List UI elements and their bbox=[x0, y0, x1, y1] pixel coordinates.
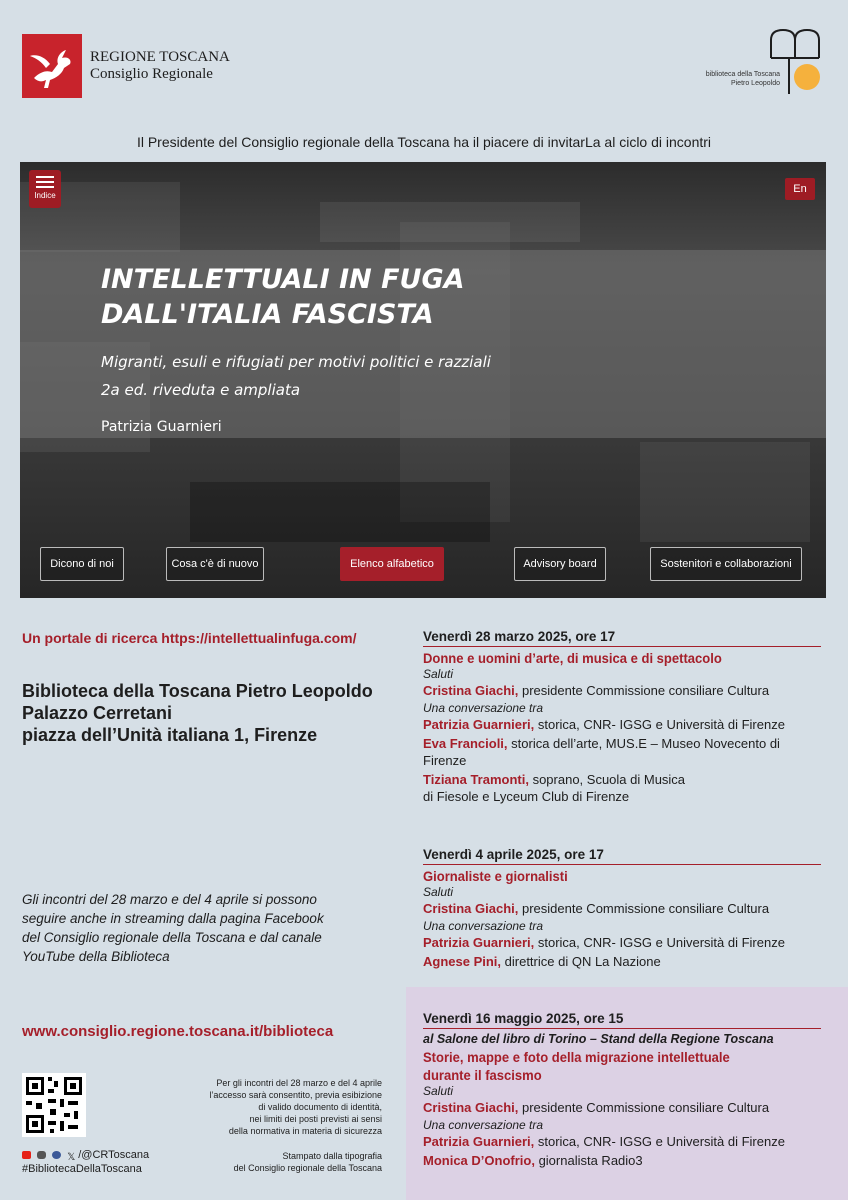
speaker-name: Patrizia Guarnieri, bbox=[423, 935, 535, 950]
index-menu-button[interactable] bbox=[29, 170, 61, 208]
streaming-info bbox=[22, 890, 392, 966]
library-line1: biblioteca della Toscana bbox=[705, 71, 780, 78]
qr-code-icon bbox=[22, 1073, 86, 1137]
event-3-speaker-1 bbox=[423, 1099, 821, 1116]
instagram-icon[interactable] bbox=[37, 1151, 46, 1159]
event-3-date: Venerdì 16 maggio 2025, ore 15 bbox=[423, 1010, 821, 1029]
hero-title bbox=[101, 262, 465, 332]
event-3-conversation: Una conversazione tra bbox=[423, 1118, 544, 1132]
event-1-speaker-4 bbox=[423, 771, 821, 805]
nav-button-elenco[interactable]: Elenco alfabetico bbox=[340, 547, 444, 581]
speaker-name: Cristina Giachi, bbox=[423, 1100, 519, 1115]
speaker-role: storica, CNR- IGSG e Università di Firenze bbox=[534, 717, 785, 732]
event-2-conversation: Una conversazione tra bbox=[423, 919, 544, 933]
event-2-speaker-3 bbox=[423, 953, 821, 970]
event-2-saluti: Saluti bbox=[423, 885, 454, 899]
speaker-role: direttrice di QN La Nazione bbox=[501, 954, 661, 969]
speaker-name: Cristina Giachi, bbox=[423, 901, 519, 916]
x-icon[interactable]: 𝕏 bbox=[67, 1152, 76, 1164]
access-line3: di valido documento di identità, bbox=[258, 1102, 382, 1112]
event-2-title: Giornaliste e giornalisti bbox=[423, 868, 568, 884]
region-line2: Consiglio Regionale bbox=[90, 66, 213, 82]
event-3-speaker-3 bbox=[423, 1152, 821, 1169]
invite-text: Il Presidente del Consiglio regionale della Toscana ha il piacere di invitarLa al ciclo di incontri bbox=[136, 134, 712, 150]
access-line1: Per gli incontri del 28 marzo e del 4 aprile bbox=[216, 1078, 382, 1088]
event-1-title: Donne e uomini d’arte, di musica e di spettacolo bbox=[423, 650, 722, 666]
event-1-speaker-1 bbox=[423, 682, 821, 699]
hero-title-line1: INTELLETTUALI IN FUGA bbox=[101, 264, 465, 295]
social-hashtag: #BibliotecaDellaToscana bbox=[22, 1163, 142, 1175]
speaker-role: storica dell’arte, MUS.E – Museo Novecento di Firenze bbox=[423, 736, 780, 768]
event-2-speaker-2 bbox=[423, 934, 821, 951]
streaming-line1: Gli incontri del 28 marzo e del 4 aprile si possono bbox=[22, 892, 317, 907]
event-3-place: al Salone del libro di Torino – Stand della Regione Toscana bbox=[423, 1032, 774, 1046]
access-line4: nei limiti dei posti previsti ai sensi bbox=[249, 1114, 382, 1124]
event-3-saluti: Saluti bbox=[423, 1084, 454, 1098]
streaming-line2: seguire anche in streaming dalla pagina Facebook bbox=[22, 911, 324, 926]
hero-title-line2: DALL'ITALIA FASCISTA bbox=[101, 299, 434, 330]
hero-banner bbox=[20, 162, 826, 598]
venue-line3: piazza dell’Unità italiana 1, Firenze bbox=[22, 725, 318, 745]
venue-address bbox=[22, 680, 373, 746]
nav-button-advisory[interactable]: Advisory board bbox=[514, 547, 606, 581]
portal-link[interactable]: Un portale di ricerca https://intellettualinfuga.com/ bbox=[22, 630, 357, 646]
social-handles bbox=[22, 1148, 149, 1176]
social-handle: /@CRToscana bbox=[78, 1149, 150, 1161]
youtube-icon[interactable] bbox=[22, 1151, 31, 1159]
speaker-role: presidente Commissione consiliare Cultura bbox=[518, 1100, 770, 1115]
pegasus-icon bbox=[22, 34, 82, 98]
website-link[interactable]: www.consiglio.regione.toscana.it/biblioteca bbox=[22, 1023, 334, 1040]
nav-button-novita[interactable]: Cosa c'è di nuovo bbox=[166, 547, 264, 581]
event-2-speaker-1 bbox=[423, 900, 821, 917]
speaker-role: storica, CNR- IGSG e Università di Firenze bbox=[534, 1134, 785, 1149]
index-label: Indice bbox=[34, 191, 56, 200]
access-line5: della normativa in materia di sicurezza bbox=[228, 1126, 382, 1136]
hero-subtitle-text: Migranti, esuli e rifugiati per motivi politici e razziali bbox=[101, 353, 491, 371]
speaker-role: soprano, Scuola di Musica bbox=[528, 772, 686, 787]
library-name bbox=[680, 70, 780, 88]
speaker-role: giornalista Radio3 bbox=[534, 1153, 643, 1168]
hamburger-icon bbox=[36, 176, 54, 188]
access-note bbox=[150, 1077, 382, 1137]
print-note bbox=[150, 1150, 382, 1174]
speaker-role: storica, CNR- IGSG e Università di Firenze bbox=[534, 935, 785, 950]
language-button[interactable]: En bbox=[785, 178, 815, 200]
event-2 bbox=[423, 846, 821, 972]
access-line2: l’accesso sarà consentito, previa esibizione bbox=[209, 1090, 382, 1100]
region-name bbox=[90, 49, 230, 83]
hero-edition: 2a ed. riveduta e ampliata bbox=[101, 381, 301, 399]
speaker-name: Monica D’Onofrio, bbox=[423, 1153, 535, 1168]
event-1 bbox=[423, 628, 821, 807]
print-line2: del Consiglio regionale della Toscana bbox=[233, 1163, 382, 1173]
hero-author: Patrizia Guarnieri bbox=[101, 419, 222, 435]
nav-button-dicono[interactable]: Dicono di noi bbox=[40, 547, 124, 581]
event-3-title-line1: Storie, mappe e foto della migrazione intellettuale bbox=[423, 1049, 730, 1065]
speaker-role: presidente Commissione consiliare Cultura bbox=[518, 683, 770, 698]
speaker-name: Patrizia Guarnieri, bbox=[423, 717, 535, 732]
hero-subtitle bbox=[101, 348, 491, 404]
speaker-name: Agnese Pini, bbox=[423, 954, 502, 969]
event-1-speaker-3 bbox=[423, 735, 821, 769]
print-line1: Stampato dalla tipografia bbox=[282, 1151, 382, 1161]
event-1-date: Venerdì 28 marzo 2025, ore 17 bbox=[423, 628, 821, 647]
regione-toscana-logo bbox=[22, 34, 82, 98]
event-1-speaker-2 bbox=[423, 716, 821, 733]
speaker-name: Patrizia Guarnieri, bbox=[423, 1134, 535, 1149]
streaming-line4: YouTube della Biblioteca bbox=[22, 949, 170, 964]
speaker-role-cont: di Fiesole e Lyceum Club di Firenze bbox=[423, 789, 630, 804]
nav-button-sostenitori[interactable]: Sostenitori e collaborazioni bbox=[650, 547, 802, 581]
facebook-icon[interactable] bbox=[52, 1151, 61, 1159]
speaker-name: Tiziana Tramonti, bbox=[423, 772, 529, 787]
speaker-name: Eva Francioli, bbox=[423, 736, 508, 751]
speaker-name: Cristina Giachi, bbox=[423, 683, 519, 698]
region-line1: REGIONE TOSCANA bbox=[90, 49, 230, 65]
venue-line1: Biblioteca della Toscana Pietro Leopoldo bbox=[22, 681, 373, 701]
library-line2: Pietro Leopoldo bbox=[730, 80, 780, 87]
event-1-conversation: Una conversazione tra bbox=[423, 701, 544, 715]
qr-code[interactable] bbox=[22, 1073, 86, 1137]
venue-line2: Palazzo Cerretani bbox=[22, 703, 173, 723]
speaker-role: presidente Commissione consiliare Cultura bbox=[518, 901, 770, 916]
event-1-saluti: Saluti bbox=[423, 667, 454, 681]
event-2-date: Venerdì 4 aprile 2025, ore 17 bbox=[423, 846, 821, 865]
event-3 bbox=[423, 1010, 821, 1171]
streaming-line3: del Consiglio regionale della Toscana e dal canale bbox=[22, 930, 322, 945]
event-3-title-line2: durante il fascismo bbox=[423, 1067, 542, 1083]
event-3-speaker-2 bbox=[423, 1133, 821, 1150]
